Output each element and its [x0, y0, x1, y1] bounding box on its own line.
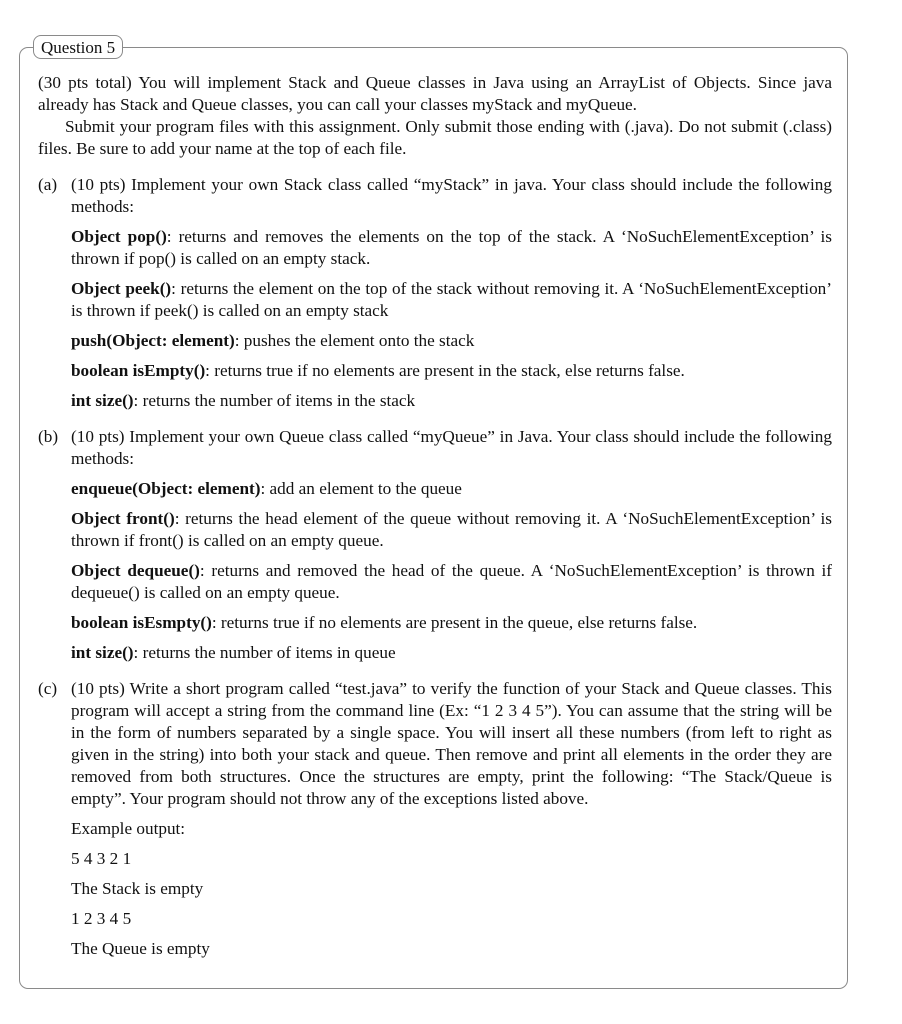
- method-signature: Object pop(): [71, 227, 167, 246]
- part-b: [38, 426, 832, 664]
- method-description: : returns the head element of the queue without removing it. A ‘NoSuchElementException’ is thrown if front() is called on an empty queue.: [71, 509, 832, 550]
- method-item: [71, 390, 832, 412]
- method-description: : returns the number of items in queue: [133, 643, 396, 662]
- question-content: [38, 72, 832, 960]
- question-intro: (30 pts total) You will implement Stack and Queue classes in Java using an ArrayList of Objects. Since java already has Stack and Queue classes, you can call your classes myStack and myQueue.: [38, 73, 832, 114]
- method-item: [71, 278, 832, 322]
- part-b-intro: (10 pts) Implement your own Queue class called “myQueue” in Java. Your class should include the following methods:: [71, 427, 832, 468]
- method-item: [71, 330, 832, 352]
- part-a-intro: (10 pts) Implement your own Stack class called “myStack” in java. Your class should include the following methods:: [71, 175, 832, 216]
- example-output-line: 1 2 3 4 5: [71, 909, 132, 928]
- method-description: : returns and removed the head of the queue. A ‘NoSuchElementException’ is thrown if dequeue() is called on an empty queue.: [71, 561, 832, 602]
- method-signature: boolean isEmpty(): [71, 361, 206, 380]
- example-output-label: Example output:: [71, 819, 186, 838]
- part-b-label: (b): [38, 427, 59, 446]
- method-description: : returns and removes the elements on the top of the stack. A ‘NoSuchElementException’ is thrown if pop() is called on an empty stack.: [71, 227, 832, 268]
- method-description: : returns true if no elements are present in the queue, else returns false.: [211, 613, 698, 632]
- part-c-intro: (10 pts) Write a short program called “test.java” to verify the function of your Stack and Queue classes. This program will accept a string from the command line (Ex: “1 2 3 4 5”). You can assume that the string will be in the form of numbers separated by a single space. You will insert all these numbers (from left to right as given in the string) into both your stack and queue. Then remove and print all elements in the order they are removed from both structures. Once the structures are empty, print the following: “The Stack/Queue is empty”. Your program should not throw any of the exceptions listed above.: [71, 679, 832, 808]
- method-item: [71, 642, 832, 664]
- method-signature: int size(): [71, 391, 134, 410]
- method-description: : add an element to the queue: [260, 479, 462, 498]
- method-description: : returns the element on the top of the stack without removing it. A ‘NoSuchElementException’ is thrown if peek() is called on an empty stack: [71, 279, 832, 320]
- method-signature: Object front(): [71, 509, 175, 528]
- method-item: [71, 508, 832, 552]
- example-output-line: The Stack is empty: [71, 879, 204, 898]
- method-signature: boolean isEsmpty(): [71, 613, 212, 632]
- part-c-label: (c): [38, 679, 58, 698]
- method-signature: Object dequeue(): [71, 561, 200, 580]
- method-signature: Object peek(): [71, 279, 172, 298]
- part-c: [38, 678, 832, 960]
- method-item: [71, 612, 832, 634]
- method-item: [71, 478, 832, 500]
- method-item: [71, 226, 832, 270]
- example-output-line: 5 4 3 2 1: [71, 849, 132, 868]
- part-a: [38, 174, 832, 412]
- question-tab-label: Question 5: [33, 35, 123, 59]
- method-item: [71, 560, 832, 604]
- method-signature: enqueue(Object: element): [71, 479, 261, 498]
- method-description: : returns true if no elements are present in the stack, else returns false.: [205, 361, 685, 380]
- part-a-label: (a): [38, 175, 58, 194]
- submission-instructions: Submit your program files with this assignment. Only submit those ending with (.java). Do not submit (.class) files. Be sure to add your name at the top of each file.: [38, 117, 832, 158]
- method-description: : returns the number of items in the stack: [133, 391, 416, 410]
- method-item: [71, 360, 832, 382]
- method-signature: push(Object: element): [71, 331, 235, 350]
- example-output-line: The Queue is empty: [71, 939, 210, 958]
- method-description: : pushes the element onto the stack: [234, 331, 475, 350]
- method-signature: int size(): [71, 643, 134, 662]
